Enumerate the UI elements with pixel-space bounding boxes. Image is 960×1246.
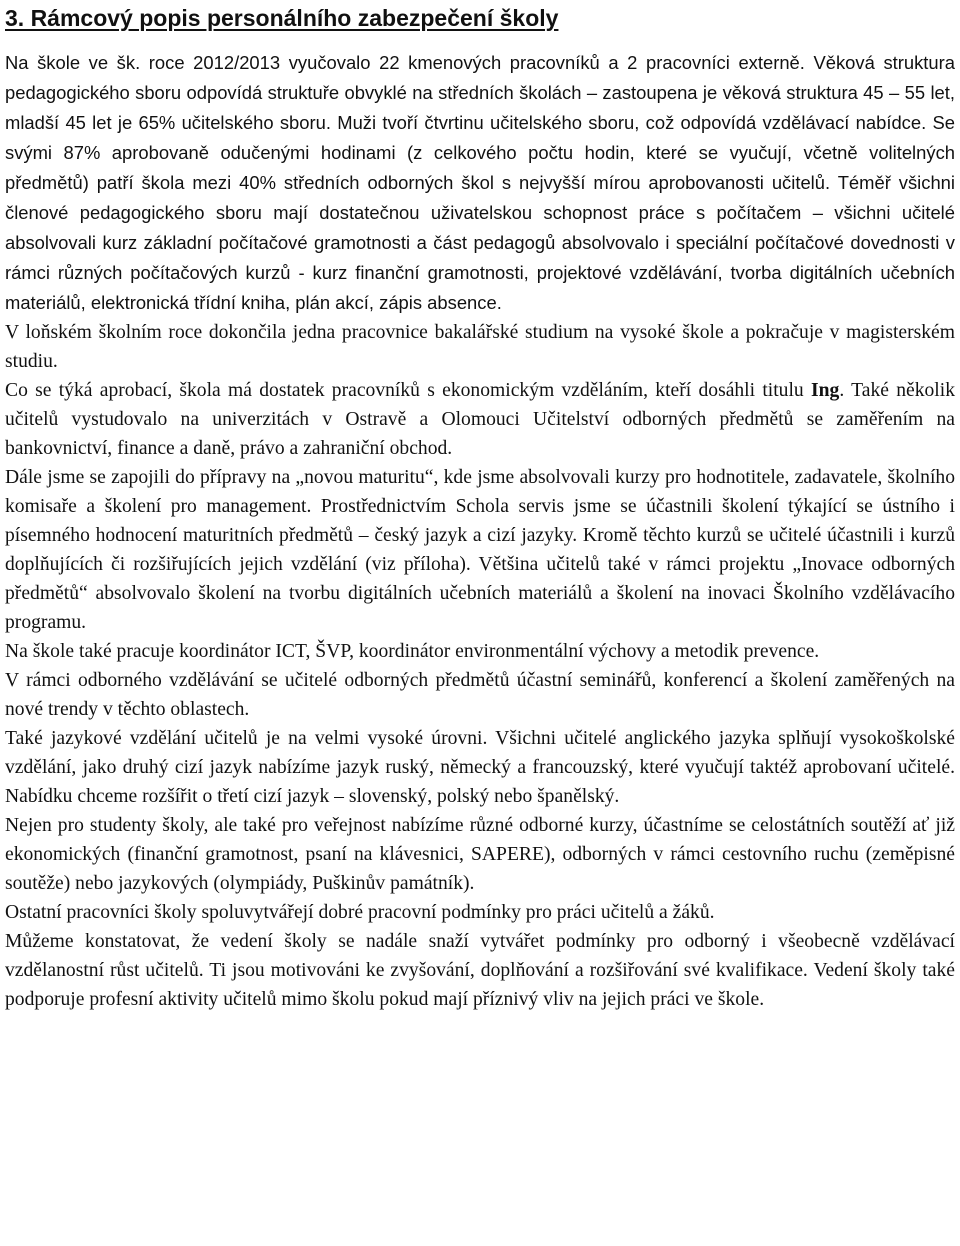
paragraph-text: V loňském školním roce dokončila jedna pracovnice bakalářské studium na vysoké škole a pokračuje v magisterském studiu. [5,322,955,372]
paragraph-text: V rámci odborného vzdělávání se učitelé odborných předmětů účastní seminářů, konferencí a školení zaměřených na nové trendy v těchto oblastech. [5,670,955,720]
degree-title: Ing [811,380,840,401]
paragraph-professional-education [5,666,955,724]
paragraph-text: Dále jsme se zapojili do přípravy na „novou maturitu“, kde jsme absolvovali kurzy pro hodnotitele, zadavatele, školního komisaře a školení pro management. Prostřednictvím Schola servis jsme se účastnili školení týkající se ústního i písemného hodnocení maturitních předmětů – český jazyk a cizí jazyky. Kromě těchto kurzů se učitelé účastnili i kurzů doplňujících či rozšiřujících jejich vzdělání (viz příloha). Většina učitelů také v rámci projektu „Inovace odborných předmětů“ absolvovalo školení na tvorbu digitálních učebních materiálů a školení na inovaci Školního vzdělávacího programu. [5,467,955,633]
paragraph-bachelor-study [5,318,955,376]
section-heading: 3. Rámcový popis personálního zabezpečení školy [5,5,559,31]
paragraph-text: Také jazykové vzdělání učitelů je na velmi vysoké úrovni. Všichni učitelé anglického jazyka splňují vysokoškolské vzdělání, jako druhý cizí jazyk nabízíme jazyk ruský, německý a francouzský, které vyučují taktéž aprobovaní učitelé. Nabídku chceme rozšířit o třetí cizí jazyk – slovenský, polský nebo španělský. [5,728,955,807]
paragraph-language-education [5,724,955,811]
paragraph-text: Můžeme konstatovat, že vedení školy se nadále snaží vytvářet podmínky pro odborný i všeobecně vzdělávací vzdělanostní růst učitelů. Ti jsou motivováni ke zvyšování, doplňování a rozšiřování své kvalifikace. Vedení školy také podporuje profesní aktivity učitelů mimo školu pokud mají příznivý vliv na jejich práci ve škole. [5,931,955,1010]
paragraph-text: Na škole ve šk. roce 2012/2013 vyučovalo 22 kmenových pracovníků a 2 pracovníci externě. Věková struktura pedagogického sboru odpovídá struktuře obvyklé na středních školách – zastoupena je věková struktura 45 – 55 let, mladší 45 let je 65% učitelského sboru. Muži tvoří čtvrtinu učitelského sboru, což odpovídá vzdělávací nabídce. Se svými 87% aprobovaně odučenými hodinami (z celkového počtu hodin, které se vyučují, včetně volitelných předmětů) patří škola mezi 40% středních odborných škol s nejvyšší mírou aprobovanosti učitelů. Téměř všichni členové pedagogického sboru mají dostatečnou uživatelskou schopnost práce s počítačem – všichni učitelé absolvovali kurz základní počítačové gramotnosti a část pedagogů absolvovalo i speciální počítačové dovednosti v rámci různých počítačových kurzů - kurz finanční gramotnosti, projektové vzdělávání, tvorba digitálních učebních materiálů, elektronická třídní kniha, plán akcí, zápis absence. [5,52,955,313]
paragraph-maturita-training [5,463,955,637]
paragraph-text: Na škole také pracuje koordinátor ICT, ŠVP, koordinátor environmentální výchovy a metodik prevence. [5,641,820,662]
document-page [5,0,955,1014]
paragraph-text: . Také několik učitelů vystudovalo na univerzitách v Ostravě a Olomouci Učitelství odborných předmětů se zaměřením na bankovnictví, finance a daně, právo a zahraniční obchod. [5,380,955,459]
paragraph-conclusion [5,927,955,1014]
paragraph-coordinators [5,637,955,666]
paragraph-staff-structure [5,48,955,318]
paragraph-text: Ostatní pracovníci školy spoluvytvářejí dobré pracovní podmínky pro práci učitelů a žáků. [5,902,715,923]
paragraph-qualifications [5,376,955,463]
paragraph-courses-competitions [5,811,955,898]
document-body [5,48,955,1014]
paragraph-text: Nejen pro studenty školy, ale také pro veřejnost nabízíme různé odborné kurzy, účastníme se celostátních soutěží ať již ekonomických (finanční gramotnost, psaní na klávesnici, SAPERE), odborných v rámci cestovního ruchu (zeměpisné soutěže) nebo jazykových (olympiády, Puškinův památník). [5,815,955,894]
paragraph-text: Co se týká aprobací, škola má dostatek pracovníků s ekonomickým vzděláním, kteří dosáhli titulu [5,380,811,401]
paragraph-other-staff [5,898,955,927]
